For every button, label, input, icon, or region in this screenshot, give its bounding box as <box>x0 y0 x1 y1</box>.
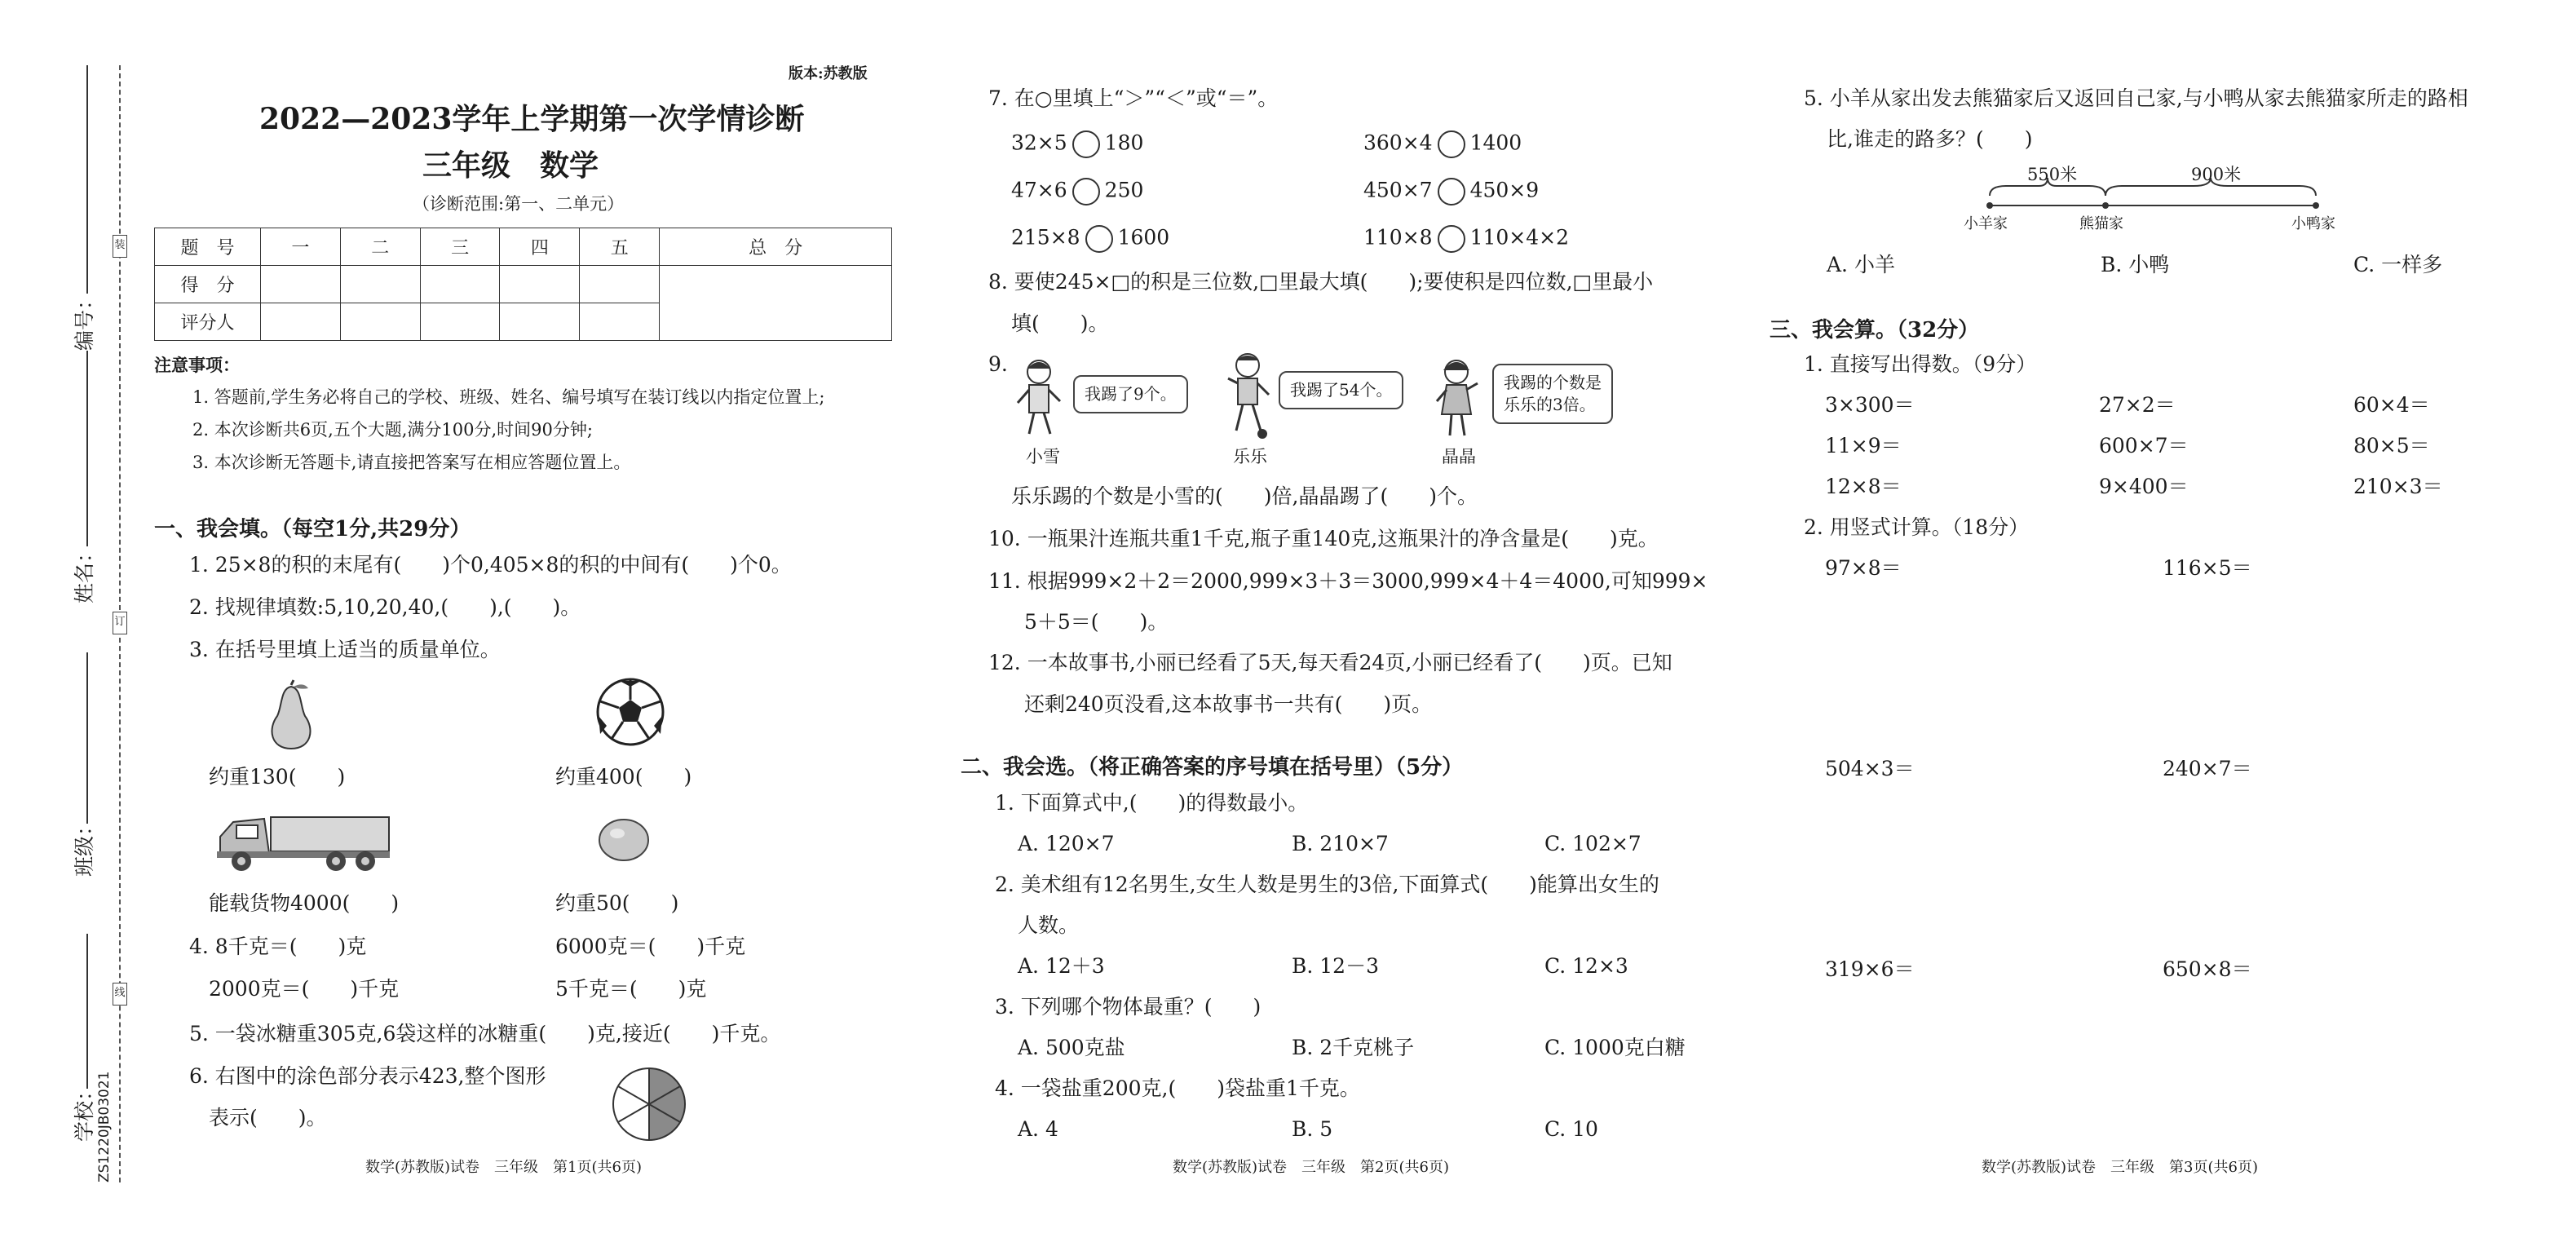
oral-calc-item: 80×5＝ <box>2353 434 2430 457</box>
compare-right: 1400 <box>1469 130 1522 155</box>
score-header-cell: 四 <box>500 228 580 266</box>
page-1-footer: 数学(苏教版)试卷 三年级 第1页(共6页) <box>365 1159 642 1176</box>
distance-900: 900米 <box>2191 165 2242 184</box>
compare-left: 47×6 <box>1011 178 1067 202</box>
vertical-calc-item: 240×7＝ <box>2163 757 2252 780</box>
page-2-footer: 数学(苏教版)试卷 三年级 第2页(共6页) <box>1173 1159 1449 1176</box>
name-lele: 乐乐 <box>1233 447 1267 466</box>
question-7: 7. 在○里填上“＞”“＜”或“＝”。 <box>988 86 1279 110</box>
question-4d: 5千克＝( )克 <box>555 977 707 1001</box>
score-cell[interactable] <box>500 303 580 341</box>
id-field[interactable] <box>86 65 88 294</box>
name-xiaoxue: 小雪 <box>1026 447 1060 466</box>
question-12b: 还剩240页没看,这本故事书一共有( )页。 <box>1024 692 1433 716</box>
score-header-cell: 总 分 <box>660 228 892 266</box>
question-4b: 6000克＝( )千克 <box>555 935 746 958</box>
place-sheep-home: 小羊家 <box>1964 215 2008 232</box>
class-field[interactable] <box>86 652 88 824</box>
score-cell[interactable] <box>261 266 341 303</box>
name-jingjing: 晶晶 <box>1442 447 1476 466</box>
kid-xiaoxue-image <box>1014 356 1063 440</box>
question-4a: 4. 8千克＝( )克 <box>189 935 367 958</box>
place-duck-home: 小鸭家 <box>2291 215 2335 232</box>
binding-mark-ding: 订 <box>113 612 127 634</box>
vertical-calc-item: 97×8＝ <box>1825 556 1902 580</box>
vertical-calc-item: 650×8＝ <box>2163 957 2252 981</box>
score-cell[interactable] <box>340 303 420 341</box>
note-item: 1. 答题前,学生务必将自己的学校、班级、姓名、编号填写在装订线以内指定位置上; <box>192 387 825 407</box>
question-1: 1. 25×8的积的末尾有( )个0,405×8的积的中间有( )个0。 <box>189 553 792 577</box>
school-label: 学校： <box>73 1080 96 1142</box>
notes-title: 注意事项： <box>154 355 240 375</box>
section-3-title: 三、我会算。（32分） <box>1770 318 1980 343</box>
compare-circle[interactable] <box>1438 225 1465 253</box>
speech-text: 我踢的个数是 <box>1504 373 1602 392</box>
compare-item <box>1011 225 1169 253</box>
choice-option[interactable]: A. 12＋3 <box>1018 954 1105 978</box>
question-6b: 表示( )。 <box>209 1106 327 1129</box>
question-8b: 填( )。 <box>1011 312 1109 335</box>
oral-calc-item: 210×3＝ <box>2353 475 2443 498</box>
choice-option[interactable]: C. 一样多 <box>2353 253 2443 276</box>
speech-text: 乐乐的3倍。 <box>1504 395 1596 414</box>
choice-5a: 5. 小羊从家出发去熊猫家后又返回自己家,与小鸭从家去熊猫家所走的路相 <box>1804 86 2468 110</box>
question-6a: 6. 右图中的涂色部分表示423,整个图形 <box>189 1064 546 1088</box>
choice-option[interactable]: B. 210×7 <box>1292 832 1389 855</box>
class-label: 班级： <box>73 815 96 877</box>
binding-mark-zhuang: 装 <box>113 235 127 258</box>
compare-left: 360×4 <box>1363 130 1433 155</box>
q3-item-ball: 约重400( ) <box>555 765 692 789</box>
score-header-cell: 一 <box>261 228 341 266</box>
name-label: 姓名： <box>73 541 96 603</box>
speech-bubble-xiaoxue: 我踢了9个。 <box>1073 375 1188 413</box>
speech-bubble-lele: 我踢了54个。 <box>1279 371 1403 409</box>
score-total-cell[interactable] <box>660 266 892 341</box>
score-cell[interactable] <box>580 303 660 341</box>
choice-option[interactable]: B. 小鸭 <box>2101 253 2170 276</box>
oral-calc-item: 60×4＝ <box>2353 393 2430 417</box>
compare-item <box>1363 178 1539 206</box>
section-2-title: 二、我会选。（将正确答案的序号填在括号里）（5分） <box>961 755 1464 780</box>
compare-left: 32×5 <box>1011 130 1067 155</box>
choice-option[interactable]: C. 102×7 <box>1544 832 1641 855</box>
compare-right: 180 <box>1104 130 1144 155</box>
oral-calc-item: 600×7＝ <box>2099 434 2189 457</box>
score-header-cell: 题 号 <box>155 228 261 266</box>
compare-left: 450×7 <box>1363 178 1433 202</box>
score-header-cell: 三 <box>420 228 500 266</box>
score-cell[interactable] <box>420 303 500 341</box>
choice-option[interactable]: B. 5 <box>1292 1117 1333 1141</box>
compare-circle[interactable] <box>1438 130 1465 158</box>
question-11b: 5＋5＝( )。 <box>1024 610 1169 634</box>
exam-subtitle: 三年级 数学 <box>422 148 599 183</box>
calc-2-title: 2. 用竖式计算。（18分） <box>1804 515 2030 539</box>
question-10: 10. 一瓶果汁连瓶共重1千克,瓶子重140克,这瓶果汁的净含量是( )克。 <box>988 527 1659 550</box>
q3-item-egg: 约重50( ) <box>555 891 679 915</box>
score-header-cell: 二 <box>340 228 420 266</box>
q3-item-pear: 约重130( ) <box>209 765 346 789</box>
oral-calc-item: 12×8＝ <box>1825 475 1902 498</box>
choice-option[interactable]: A. 120×7 <box>1018 832 1115 855</box>
compare-circle[interactable] <box>1085 225 1113 253</box>
note-item: 2. 本次诊断共6页,五个大题,满分100分,时间90分钟; <box>192 420 593 440</box>
choice-3: 3. 下列哪个物体最重？( ) <box>995 995 1261 1019</box>
compare-circle[interactable] <box>1072 178 1100 206</box>
compare-left: 215×8 <box>1011 225 1080 250</box>
page-3-footer: 数学(苏教版)试卷 三年级 第3页(共6页) <box>1982 1159 2258 1176</box>
compare-item <box>1011 178 1143 206</box>
choice-1: 1. 下面算式中,( )的得数最小。 <box>995 791 1309 815</box>
oral-calc-item: 11×9＝ <box>1825 434 1902 457</box>
question-4c: 2000克＝( )千克 <box>209 977 400 1001</box>
score-cell[interactable] <box>580 266 660 303</box>
compare-right: 110×4×2 <box>1469 225 1570 250</box>
vertical-calc-item: 319×6＝ <box>1825 957 1915 981</box>
question-9: 9. <box>988 352 1008 376</box>
score-header-cell: 五 <box>580 228 660 266</box>
compare-left: 110×8 <box>1363 225 1433 250</box>
choice-option[interactable]: B. 12－3 <box>1292 954 1379 978</box>
score-row-label: 评分人 <box>155 303 261 341</box>
compare-circle[interactable] <box>1438 178 1465 206</box>
edition-label: 版本:苏教版 <box>789 65 868 82</box>
score-cell[interactable] <box>340 266 420 303</box>
question-3: 3. 在括号里填上适当的质量单位。 <box>189 638 501 661</box>
binding-mark-xian: 线 <box>113 983 127 1006</box>
compare-right: 450×9 <box>1469 178 1540 202</box>
paper-code: ZS1220JB03021 <box>96 1071 113 1182</box>
oral-calc-item: 27×2＝ <box>2099 393 2176 417</box>
score-row-label: 得 分 <box>155 266 261 303</box>
distance-550: 550米 <box>2027 165 2078 184</box>
question-11a: 11. 根据999×2＋2＝2000,999×3＋3＝3000,999×4＋4＝4000,可知999× <box>988 569 1708 593</box>
football-image <box>595 677 665 747</box>
choice-option[interactable]: C. 12×3 <box>1544 954 1628 978</box>
name-field[interactable] <box>86 351 88 546</box>
choice-2b: 人数。 <box>1018 913 1080 937</box>
choice-option[interactable]: C. 10 <box>1544 1117 1598 1141</box>
question-9b: 乐乐踢的个数是小雪的( )倍,晶晶踢了( )个。 <box>1011 484 1478 508</box>
vertical-calc-item: 504×3＝ <box>1825 757 1915 780</box>
score-cell[interactable] <box>420 266 500 303</box>
id-label: 编号： <box>73 289 96 351</box>
oral-calc-item: 3×300＝ <box>1825 393 1915 417</box>
note-item: 3. 本次诊断无答题卡,请直接把答案写在相应答题位置上。 <box>192 453 631 472</box>
compare-right: 250 <box>1104 178 1144 202</box>
question-5: 5. 一袋冰糖重305克,6袋这样的冰糖重( )克,接近( )千克。 <box>189 1022 781 1045</box>
compare-item <box>1363 130 1522 158</box>
section-1-title: 一、我会填。（每空1分,共29分） <box>154 517 471 541</box>
vertical-calc-item: 116×5＝ <box>2163 556 2252 580</box>
egg-image <box>595 815 652 864</box>
choice-2a: 2. 美术组有12名男生,女生人数是男生的3倍,下面算式( )能算出女生的 <box>995 873 1659 896</box>
choice-option[interactable]: A. 4 <box>1018 1117 1058 1141</box>
choice-option[interactable]: A. 小羊 <box>1827 253 1895 276</box>
choice-option[interactable]: A. 500克盐 <box>1018 1036 1125 1059</box>
calc-1-title: 1. 直接写出得数。（9分） <box>1804 352 2037 376</box>
truck-image <box>214 807 393 873</box>
place-panda-home: 熊猫家 <box>2079 215 2123 232</box>
compare-circle[interactable] <box>1072 130 1100 158</box>
score-cell[interactable] <box>261 303 341 341</box>
kid-lele-image <box>1223 349 1272 440</box>
choice-option[interactable]: C. 1000克白糖 <box>1544 1036 1686 1059</box>
choice-option[interactable]: B. 2千克桃子 <box>1292 1036 1415 1059</box>
oral-calc-item: 9×400＝ <box>2099 475 2189 498</box>
exam-scope: （诊断范围:第一、二单元） <box>413 194 625 214</box>
score-table <box>154 228 892 341</box>
distance-diagram <box>1957 163 2365 212</box>
pie-figure <box>610 1065 688 1143</box>
school-field[interactable] <box>86 934 88 1089</box>
question-8a: 8. 要使245×□的积是三位数,□里最大填( );要使积是四位数,□里最小 <box>988 270 1654 294</box>
kid-jingjing-image <box>1432 356 1481 440</box>
speech-bubble-jingjing <box>1492 364 1613 424</box>
question-12a: 12. 一本故事书,小丽已经看了5天,每天看24页,小丽已经看了( )页。已知 <box>988 651 1672 674</box>
choice-5b: 比,谁走的路多？( ) <box>1827 127 2033 151</box>
compare-item <box>1011 130 1143 158</box>
question-2: 2. 找规律填数:5,10,20,40,( ),( )。 <box>189 595 581 619</box>
choice-4: 4. 一袋盐重200克,( )袋盐重1千克。 <box>995 1076 1360 1100</box>
pear-image <box>263 678 320 752</box>
exam-title: 2022—2023学年上学期第一次学情诊断 <box>259 102 805 136</box>
compare-right: 1600 <box>1117 225 1170 250</box>
compare-item <box>1363 225 1569 253</box>
score-cell[interactable] <box>500 266 580 303</box>
q3-item-truck: 能载货物4000( ) <box>209 891 400 915</box>
